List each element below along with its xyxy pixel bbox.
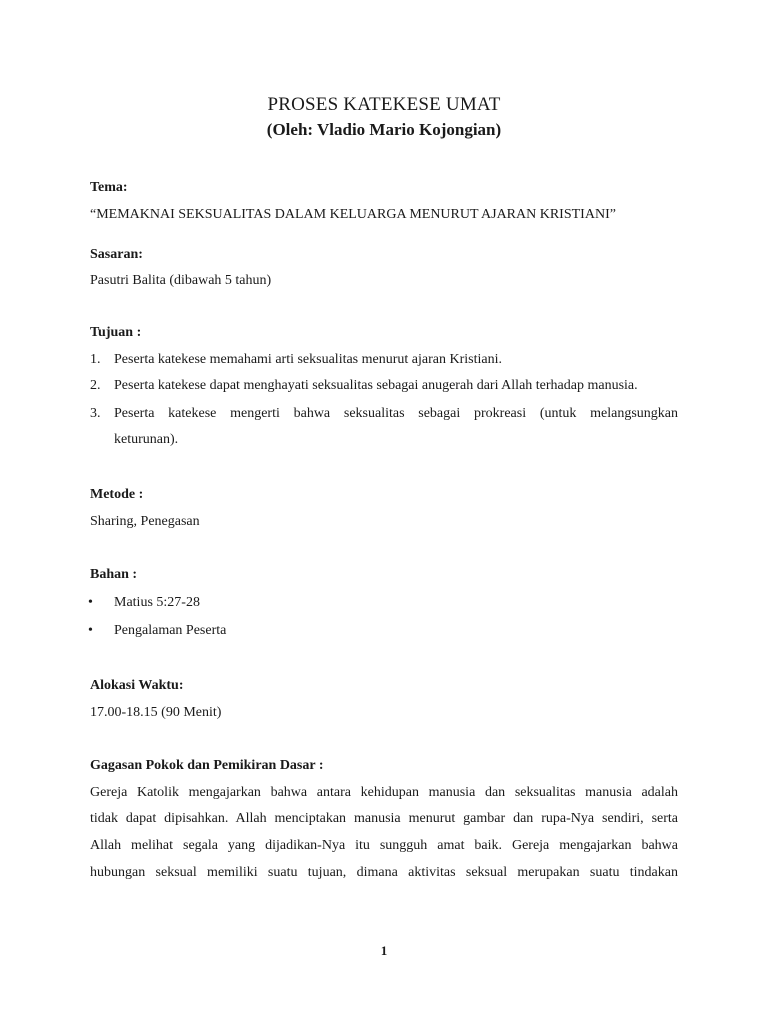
- tujuan-label: Tujuan :: [90, 325, 142, 340]
- paragraph-line: tidak dapat dipisahkan. Allah menciptakan manusia menurut gambar dan rupa-Nya sendiri, serta: [90, 811, 678, 826]
- tema-value: “MEMAKNAI SEKSUALITAS DALAM KELUARGA MENURUT AJARAN KRISTIANI”: [90, 207, 616, 222]
- gagasan-label: Gagasan Pokok dan Pemikiran Dasar :: [90, 758, 324, 773]
- tujuan-item-number: 2.: [90, 378, 101, 393]
- bullet-icon: •: [88, 623, 93, 638]
- document-title: PROSES KATEKESE UMAT: [267, 94, 501, 115]
- bahan-label: Bahan :: [90, 567, 138, 582]
- document-author: (Oleh: Vladio Mario Kojongian): [266, 120, 502, 139]
- tema-label: Tema:: [90, 180, 128, 195]
- page-number: 1: [380, 943, 388, 958]
- tujuan-item-number: 3.: [90, 406, 101, 421]
- paragraph-line: Allah melihat segala yang dijadikan-Nya itu sungguh amat baik. Gereja mengajarkan bahwa: [90, 838, 678, 853]
- bullet-icon: •: [88, 595, 93, 610]
- tujuan-item-number: 1.: [90, 352, 101, 367]
- alokasi-label: Alokasi Waktu:: [90, 678, 184, 693]
- paragraph-line: Gereja Katolik mengajarkan bahwa antara kehidupan manusia dan seksualitas manusia adalah: [90, 785, 678, 800]
- bahan-item-text: Matius 5:27-28: [114, 595, 200, 610]
- tujuan-item-text: Peserta katekese mengerti bahwa seksualitas sebagai prokreasi (untuk melangsungkan: [114, 406, 678, 421]
- bahan-item-text: Pengalaman Peserta: [114, 623, 227, 638]
- metode-value: Sharing, Penegasan: [90, 514, 200, 529]
- tujuan-item-text: Peserta katekese memahami arti seksualitas menurut ajaran Kristiani.: [114, 352, 502, 367]
- sasaran-label: Sasaran:: [90, 247, 143, 262]
- tujuan-item-text: Peserta katekese dapat menghayati seksualitas sebagai anugerah dari Allah terhadap manusia.: [114, 378, 638, 393]
- metode-label: Metode :: [90, 487, 144, 502]
- tujuan-item-text-continued: keturunan).: [114, 432, 179, 447]
- alokasi-value: 17.00-18.15 (90 Menit): [90, 705, 222, 720]
- paragraph-line: hubungan seksual memiliki suatu tujuan, dimana aktivitas seksual merupakan suatu tindakan: [90, 865, 678, 880]
- sasaran-value: Pasutri Balita (dibawah 5 tahun): [90, 273, 272, 288]
